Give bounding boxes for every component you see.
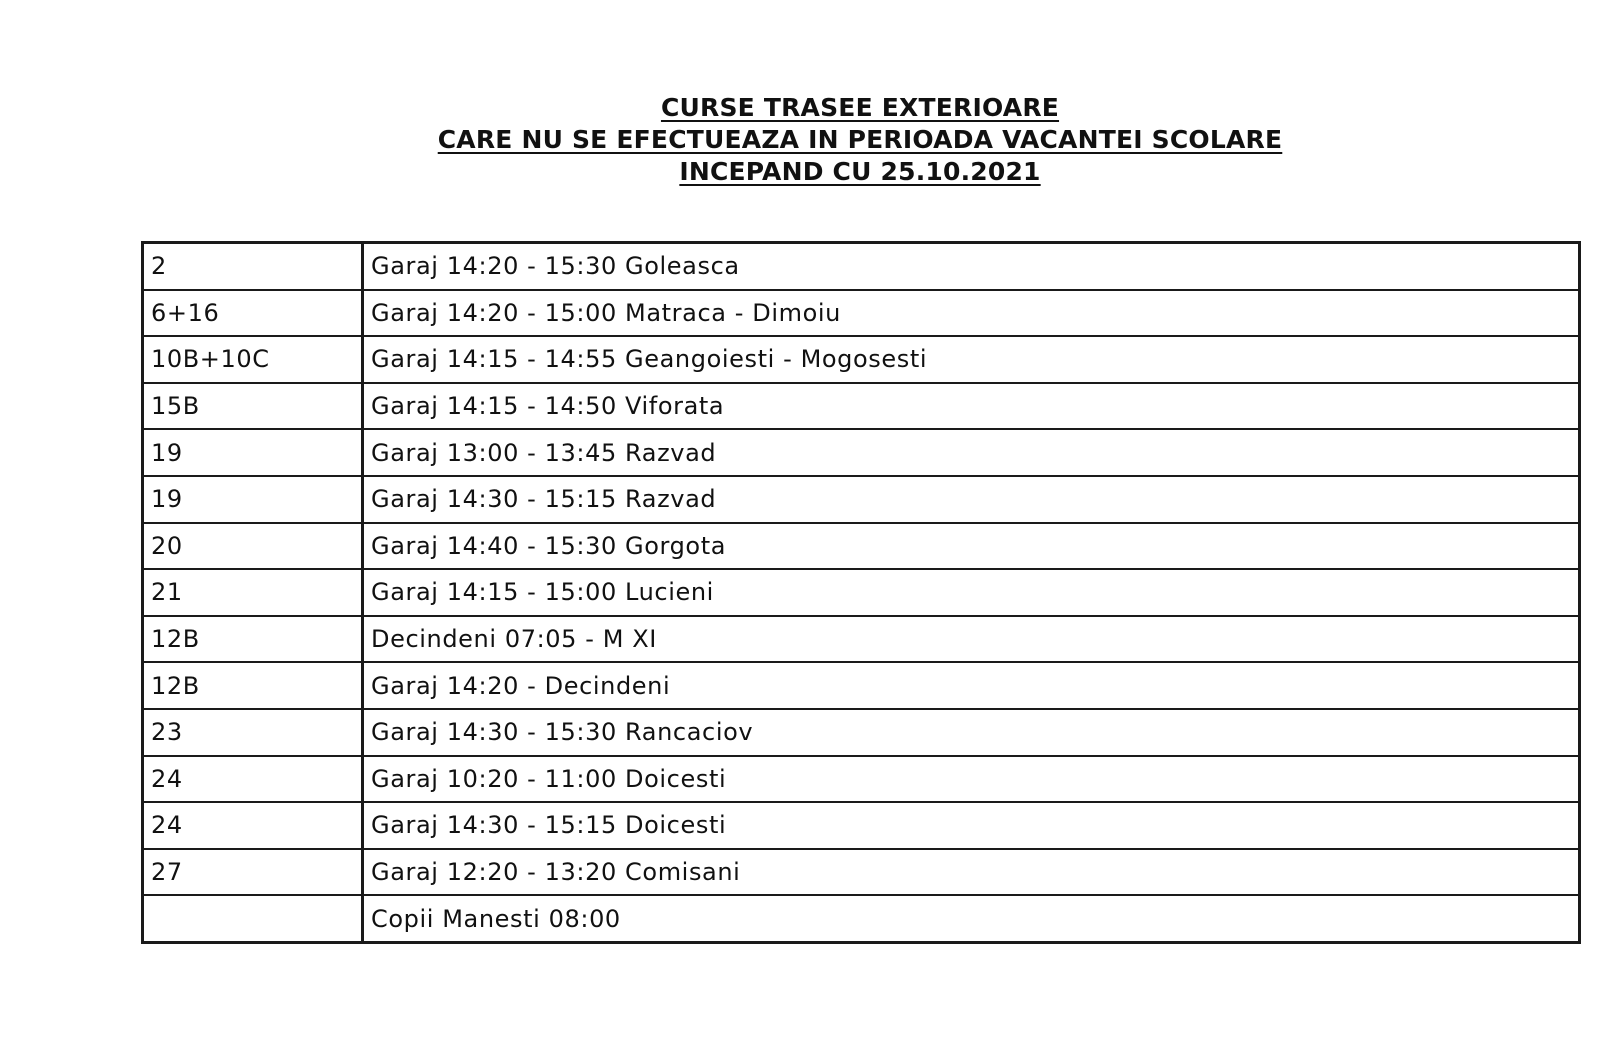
table-row	[143, 802, 1580, 849]
route-number-cell: 20	[143, 523, 363, 570]
route-number-cell: 2	[143, 243, 363, 290]
table-row	[143, 895, 1580, 942]
trip-description-cell: Garaj 14:20 - Decindeni	[363, 662, 1580, 709]
table-row	[143, 383, 1580, 430]
trip-description-cell: Garaj 14:15 - 15:00 Lucieni	[363, 569, 1580, 616]
trip-description-cell: Garaj 10:20 - 11:00 Doicesti	[363, 756, 1580, 803]
trip-description-cell: Garaj 13:00 - 13:45 Razvad	[363, 429, 1580, 476]
table-row	[143, 709, 1580, 756]
table-row	[143, 616, 1580, 663]
table-row	[143, 523, 1580, 570]
route-number-cell: 15B	[143, 383, 363, 430]
table-row	[143, 662, 1580, 709]
schedule-table	[141, 241, 1581, 944]
trip-description-cell: Garaj 14:15 - 14:50 Viforata	[363, 383, 1580, 430]
title-line-3: INCEPAND CU 25.10.2021	[679, 157, 1041, 186]
route-number-cell: 12B	[143, 616, 363, 663]
route-number-cell: 10B+10C	[143, 336, 363, 383]
route-number-cell: 6+16	[143, 290, 363, 337]
route-number-cell: 19	[143, 476, 363, 523]
trip-description-cell: Garaj 14:20 - 15:00 Matraca - Dimoiu	[363, 290, 1580, 337]
table-row	[143, 290, 1580, 337]
route-number-cell	[143, 895, 363, 942]
route-number-cell: 19	[143, 429, 363, 476]
route-number-cell: 24	[143, 756, 363, 803]
title-line-2: CARE NU SE EFECTUEAZA IN PERIOADA VACANTEI SCOLARE	[437, 125, 1283, 154]
trip-description-cell: Decindeni 07:05 - M XI	[363, 616, 1580, 663]
table-row	[143, 476, 1580, 523]
title-line-1: CURSE TRASEE EXTERIOARE	[660, 93, 1060, 122]
table-row	[143, 756, 1580, 803]
trip-description-cell: Garaj 14:30 - 15:15 Razvad	[363, 476, 1580, 523]
table-row	[143, 569, 1580, 616]
route-number-cell: 21	[143, 569, 363, 616]
table-row	[143, 336, 1580, 383]
trip-description-cell: Garaj 14:15 - 14:55 Geangoiesti - Mogosesti	[363, 336, 1580, 383]
route-number-cell: 27	[143, 849, 363, 896]
table-row	[143, 243, 1580, 290]
route-number-cell: 23	[143, 709, 363, 756]
route-number-cell: 12B	[143, 662, 363, 709]
trip-description-cell: Copii Manesti 08:00	[363, 895, 1580, 942]
trip-description-cell: Garaj 12:20 - 13:20 Comisani	[363, 849, 1580, 896]
document-title	[0, 92, 1608, 188]
table-row	[143, 429, 1580, 476]
trip-description-cell: Garaj 14:30 - 15:30 Rancaciov	[363, 709, 1580, 756]
table-row	[143, 849, 1580, 896]
trip-description-cell: Garaj 14:40 - 15:30 Gorgota	[363, 523, 1580, 570]
route-number-cell: 24	[143, 802, 363, 849]
trip-description-cell: Garaj 14:20 - 15:30 Goleasca	[363, 243, 1580, 290]
trip-description-cell: Garaj 14:30 - 15:15 Doicesti	[363, 802, 1580, 849]
